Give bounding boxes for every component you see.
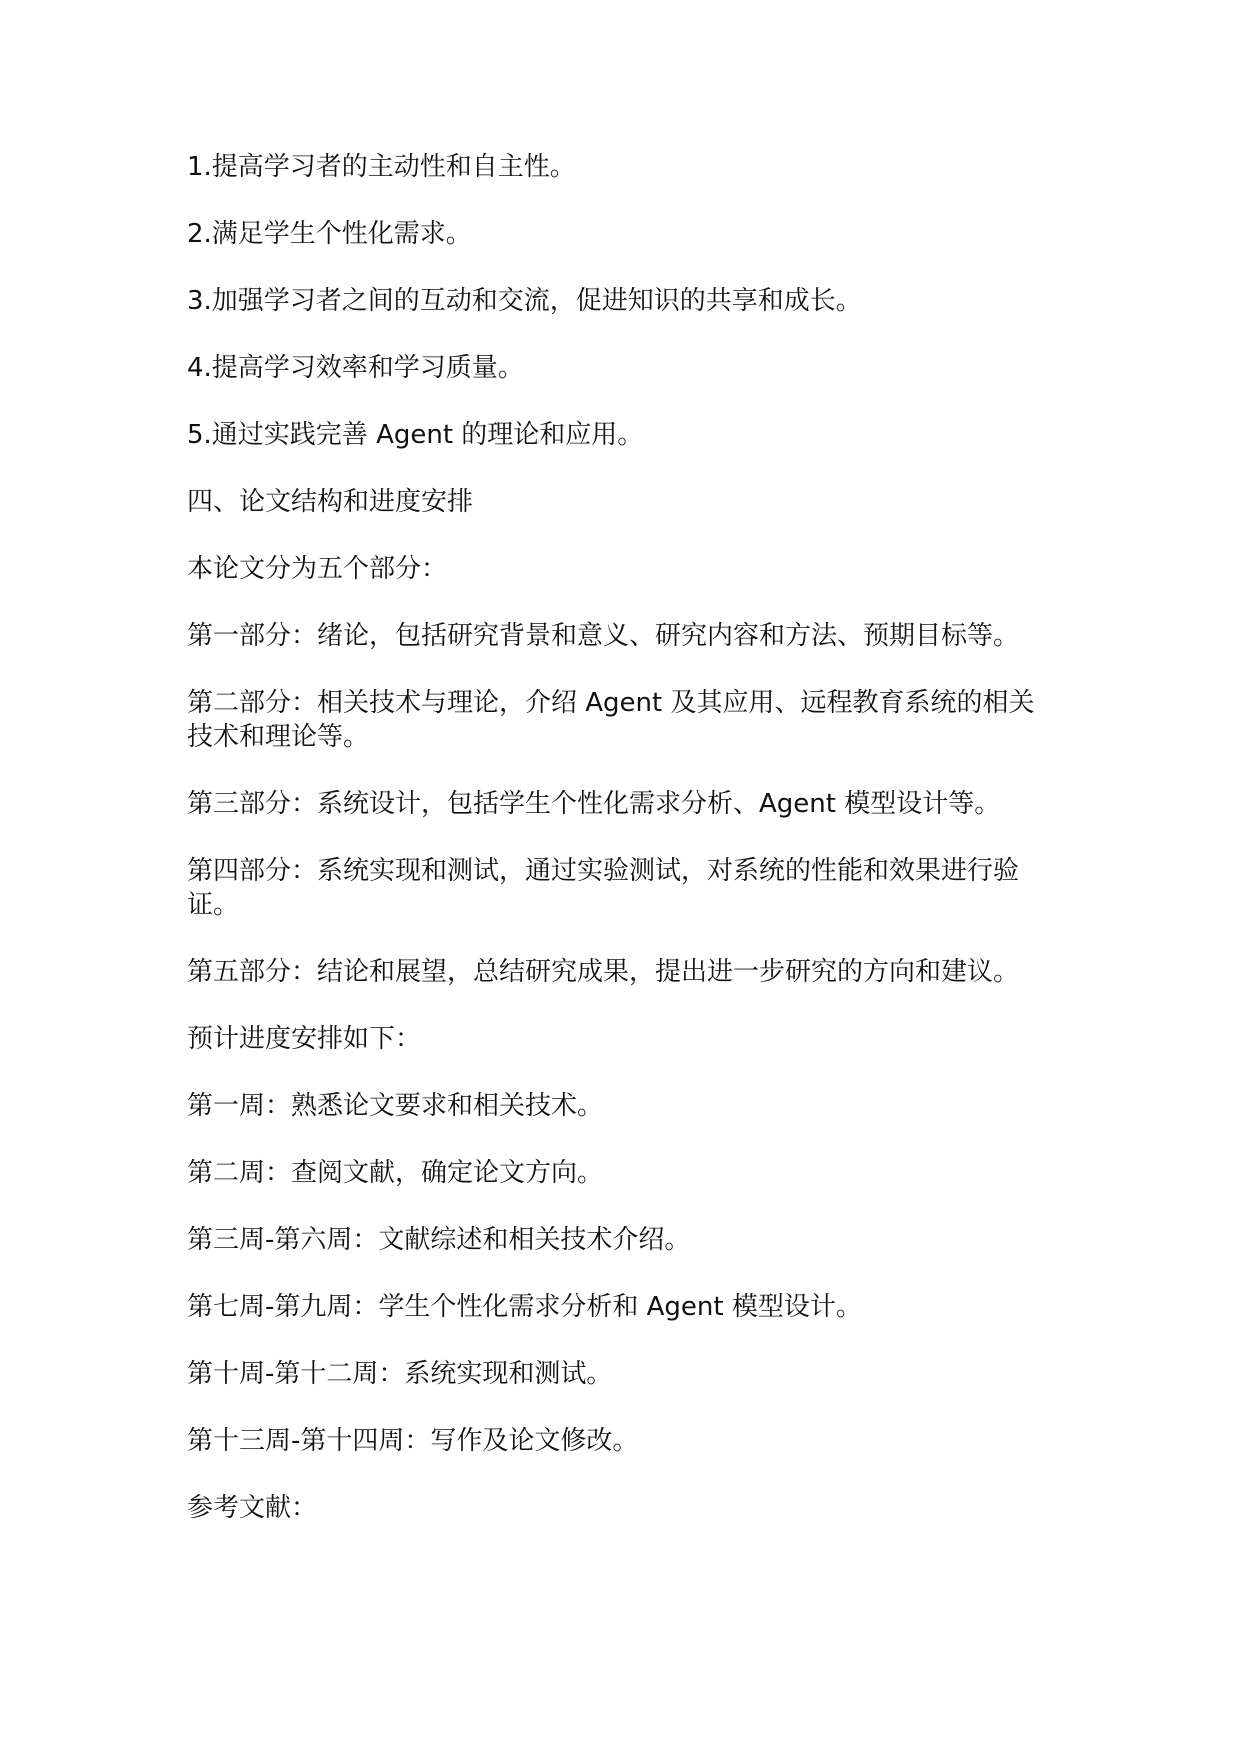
goal-item-2: 2.满足学生个性化需求。 xyxy=(187,219,472,249)
structure-part-2: 第二部分：相关技术与理论，介绍 Agent 及其应用、远程教育系统的相关技术和理论等。 xyxy=(187,688,1035,752)
goal-item-3: 3.加强学习者之间的互动和交流，促进知识的共享和成长。 xyxy=(187,286,862,316)
structure-intro: 本论文分为五个部分： xyxy=(187,554,448,584)
goal-item-4: 4.提高学习效率和学习质量。 xyxy=(187,353,524,383)
document-body xyxy=(187,150,1087,1558)
schedule-item-4: 第七周-第九周：学生个性化需求分析和 Agent 模型设计。 xyxy=(187,1292,862,1322)
schedule-item-3: 第三周-第六周：文献综述和相关技术介绍。 xyxy=(187,1225,691,1255)
schedule-intro: 预计进度安排如下： xyxy=(187,1024,422,1054)
structure-part-1: 第一部分：绪论，包括研究背景和意义、研究内容和方法、预期目标等。 xyxy=(187,621,1020,651)
references-heading: 参考文献： xyxy=(187,1493,318,1523)
structure-part-5: 第五部分：结论和展望，总结研究成果，提出进一步研究的方向和建议。 xyxy=(187,957,1020,987)
schedule-item-2: 第二周：查阅文献，确定论文方向。 xyxy=(187,1158,604,1188)
section-heading: 四、论文结构和进度安排 xyxy=(187,487,474,517)
schedule-item-1: 第一周：熟悉论文要求和相关技术。 xyxy=(187,1091,604,1121)
structure-part-4: 第四部分：系统实现和测试，通过实验测试，对系统的性能和效果进行验证。 xyxy=(187,856,1020,920)
structure-part-3: 第三部分：系统设计，包括学生个性化需求分析、Agent 模型设计等。 xyxy=(187,789,1001,819)
goal-item-1: 1.提高学习者的主动性和自主性。 xyxy=(187,152,576,182)
schedule-item-6: 第十三周-第十四周：写作及论文修改。 xyxy=(187,1426,639,1456)
schedule-item-5: 第十周-第十二周：系统实现和测试。 xyxy=(187,1359,613,1389)
goal-item-5: 5.通过实践完善 Agent 的理论和应用。 xyxy=(187,420,644,450)
